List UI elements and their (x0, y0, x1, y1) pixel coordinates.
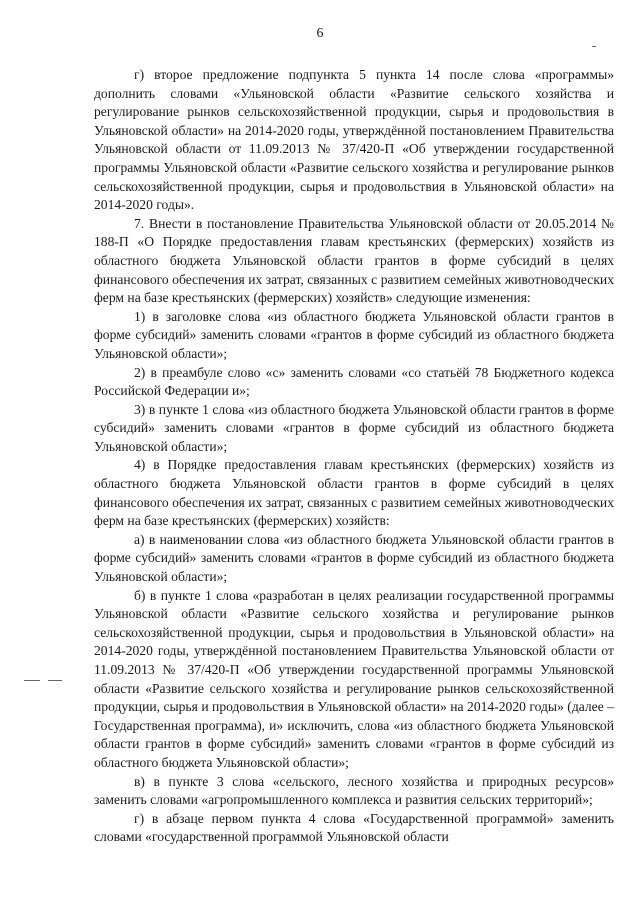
corner-mark (592, 46, 596, 47)
paragraph: 1) в заголовке слова «из областного бюджета Ульяновской области грантов в форме субсидий» заменить словами «грантов в форме субсидий из областного бюджета Ульяновской области»; (94, 308, 614, 361)
paragraph: а) в наименовании слова «из областного бюджета Ульяновской области грантов в форме субсидий» заменить словами «грантов в форме субсидий из областного бюджета Ульяновской области»; (94, 531, 614, 585)
paragraph: г) второе предложение подпункта 5 пункта 14 после слова «программы» дополнить словами «Ульяновской области «Развитие сельского хозяйства и регулирование рынков сельскохозяйственной продукции, сырья и продовольствия в Ульяновской области» на 2014-2020 годы, утверждённой постановлением Правительства Ульяновской области от 11.09.2013 № 37/420-П «Об утверждении государственной программы Ульяновской области «Развитие сельского хозяйства и регулирование рынков сельскохозяйственной продукции, сырья и продовольствия в Ульяновской области» на 2014-2020 годы». (94, 67, 614, 213)
paragraph: в) в пункте 3 слова «сельского, лесного хозяйства и природных ресурсов» заменить словами «агропромышленного комплекса и развития сельских территорий»; (94, 773, 614, 808)
paragraph: б) в пункте 1 слова «разработан в целях реализации государственной программы Ульяновской области «Развитие сельского хозяйства и регулирование рынков сельскохозяйственной продукции, сырья и продовольствия в Ульяновской области» на 2014-2020 годы, утверждённой постановлением Правительства Ульяновской области от 11.09.2013 № 37/420-П «Об утверждении государственной программы Ульяновской области «Развитие сельского хозяйства и регулирование рынков сельскохозяйственной продукции, сырья и продовольствия в Ульяновской области» на 2014-2020 годы» (далее – Государственная программа), и» исключить, слова «из областного бюджета Ульяновской области грантов в форме субсидий» заменить словами «грантов в форме субсидий из областного бюджета Ульяновской области»; (94, 587, 614, 770)
margin-mark (48, 680, 62, 681)
document-body (94, 66, 614, 847)
page-number: 6 (316, 26, 324, 41)
paragraph: 7. Внести в постановление Правительства Ульяновской области от 20.05.2014 № 188-П «О Порядке предоставления главам крестьянских (фермерских) хозяйств из областного бюджета Ульяновской области грантов в форме субсидий в целях финансового обеспечения их затрат, связанных с развитием семейных животноводческих ферм на базе крестьянских (фермерских) хозяйств» следующие изменения: (94, 215, 614, 306)
paragraph: 3) в пункте 1 слова «из областного бюджета Ульяновской области грантов в форме субсидий» заменить словами «грантов в форме субсидий из областного бюджета Ульяновской области»; (94, 401, 614, 454)
margin-mark (24, 680, 40, 681)
paragraph: 4) в Порядке предоставления главам крестьянских (фермерских) хозяйств из областного бюджета Ульяновской области грантов в форме субсидий в целях финансового обеспечения их затрат, связанных с развитием семейных животноводческих ферм на базе крестьянских (фермерских) хозяйств: (94, 457, 614, 529)
paragraph: г) в абзаце первом пункта 4 слова «Государственной программой» заменить словами «государственной программой Ульяновской области (94, 810, 614, 845)
paragraph: 2) в преамбуле слово «с» заменить словами «со статьёй 78 Бюджетного кодекса Российской Федерации и»; (94, 364, 614, 399)
